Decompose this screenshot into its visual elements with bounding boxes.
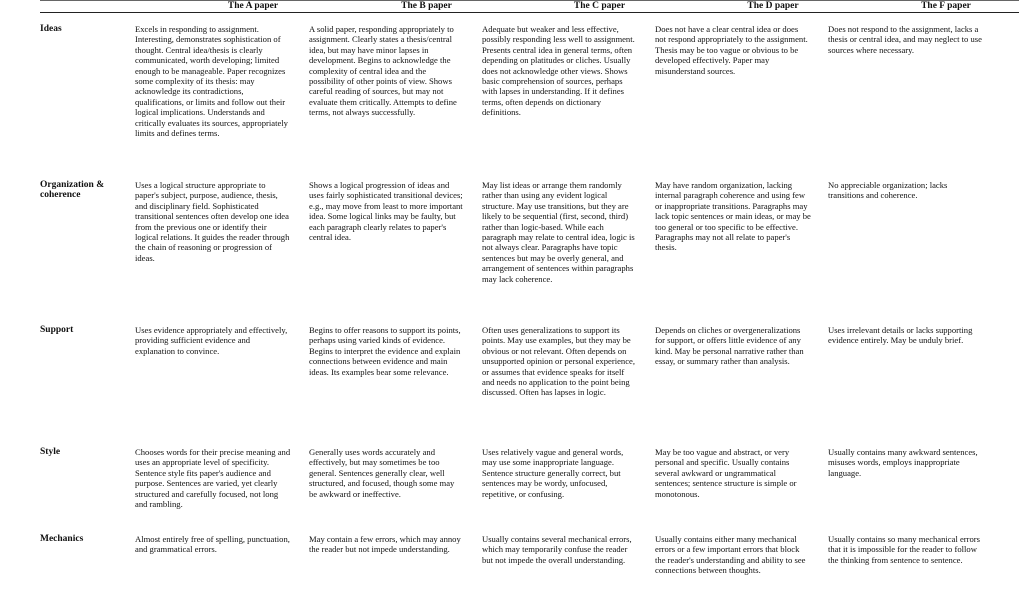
cell-support-d: Depends on cliches or overgeneralizations for support, or offers little evidence of any kind. May be personal narrative rather than essay, or summary rather than analysis. — [655, 325, 804, 367]
header-f-paper: The F paper — [921, 1, 971, 11]
cell-support-a: Uses evidence appropriately and effectively, providing sufficient evidence and explanation to convince. — [135, 325, 288, 356]
cell-style-d: May be too vague and abstract, or very personal and specific. Usually contains several awkward or ungrammatical sentences; sentence structure is simple or monotonous. — [655, 447, 797, 499]
criterion-style: Style — [40, 447, 61, 457]
cell-organization-a: Uses a logical structure appropriate to paper's subject, purpose, audience, thesis, and disciplinary field. Sophisticated transitional sentences often develop one idea from the previous one or identify their logical relations. It guides the reader through the chain of reasoning or progression of ideas. — [135, 180, 290, 263]
cell-ideas-c: Adequate but weaker and less effective, possibly responding less well to assignment. Presents central idea in general terms, often depending on platitudes or cliches. Usually does not acknowledge other views. Shows basic comprehension of sources, perhaps with lapses in understanding. If it defines terms, often depends on dictionary definitions. — [482, 24, 635, 118]
cell-organization-f: No appreciable organization; lacks transitions and coherence. — [828, 180, 948, 201]
cell-style-f: Usually contains many awkward sentences, misuses words, employs inappropriate language. — [828, 447, 978, 478]
cell-organization-c: May list ideas or arrange them randomly rather than using any evident logical structure. May use transitions, but they are likely to be sequential (first, second, third) rather than logic-based. While each paragraph may relate to central idea, logic is not always clear. Paragraphs have topic sentences but may be overly general, and arrangement of sentences within paragraphs may lack coherence. — [482, 180, 635, 284]
cell-ideas-f: Does not respond to the assignment, lacks a thesis or central idea, and may neglect to use sources where necessary. — [828, 24, 982, 55]
header-c-paper: The C paper — [573, 1, 626, 11]
cell-mechanics-c: Usually contains several mechanical errors, which may temporarily confuse the reader but not impede the overall understanding. — [482, 534, 632, 565]
cell-mechanics-b: May contain a few errors, which may annoy the reader but not impede understanding. — [309, 534, 461, 555]
cell-style-c: Uses relatively vague and general words, may use some inappropriate language. Sentence structure generally correct, but sentences may be wordy, unfocused, repetitive, or confusing. — [482, 447, 624, 499]
header-row — [40, 2, 1019, 13]
cell-mechanics-a: Almost entirely free of spelling, punctuation, and grammatical errors. — [135, 534, 290, 555]
header-d-paper: The D paper — [747, 1, 799, 11]
cell-ideas-d: Does not have a clear central idea or does not respond appropriately to the assignment. Thesis may be too vague or obvious to be developed effectively. Paper may misunderstand sources. — [655, 24, 808, 76]
cell-support-b: Begins to offer reasons to support its points, perhaps using varied kinds of evidence. Begins to interpret the evidence and explain connections between evidence and main ideas. Its examples bear some relevance. — [309, 325, 461, 377]
cell-organization-d: May have random organization, lacking internal paragraph coherence and using few or inappropriate transitions. Paragraphs may lack topic sentences or main ideas, or may be too general or too specific to be effective. Paragraphs may not all relate to paper's thesis. — [655, 180, 811, 253]
cell-ideas-b: A solid paper, responding appropriately to assignment. Clearly states a thesis/central idea, but may have minor lapses in development. Begins to acknowledge the complexity of central idea and the possibility of other points of view. Shows careful reading of sources, but may not evaluate them critically. Attempts to define terms, not always successfully. — [309, 24, 457, 118]
cell-style-b: Generally uses words accurately and effectively, but may sometimes be too general. Sentences generally clear, well structured, and focused, though some may be awkward or ineffective. — [309, 447, 455, 499]
cell-support-c: Often uses generalizations to support its points. May use examples, but they may be obvious or not relevant. Often depends on unsupported opinion or personal experience, or assumes that evidence speaks for itself and needs no application to the point being discussed. Often has lapses in logic. — [482, 325, 635, 398]
criterion-support: Support — [40, 325, 74, 335]
cell-mechanics-d: Usually contains either many mechanical errors or a few important errors that block the reader's understanding and ability to see connections between thoughts. — [655, 534, 806, 576]
cell-mechanics-f: Usually contains so many mechanical errors that it is impossible for the reader to follow the thinking from sentence to sentence. — [828, 534, 981, 565]
criterion-ideas: Ideas — [40, 24, 62, 34]
criterion-mechanics: Mechanics — [40, 534, 84, 544]
cell-ideas-a: Excels in responding to assignment. Interesting, demonstrates sophistication of thought. Central idea/thesis is clearly communicated, worth developing; limited enough to be manageable. Paper recognizes some complexity of its thesis: may acknowledge its contradictions, qualifications, or limits and follow out their logical implications. Understands and critically evaluates its sources, appropriately limits and defines terms. — [135, 24, 288, 139]
cell-organization-b: Shows a logical progression of ideas and uses fairly sophisticated transitional devices; e.g., may move from least to more important idea. Some logical links may be faulty, but each paragraph clearly relates to paper's central idea. — [309, 180, 463, 243]
cell-support-f: Uses irrelevant details or lacks supporting evidence entirely. May be unduly brief. — [828, 325, 973, 346]
criterion-organization-coherence: Organization & coherence — [40, 180, 105, 201]
cell-style-a: Chooses words for their precise meaning and uses an appropriate level of specificity. Sentence style fits paper's audience and purpose. Sentences are varied, yet clearly structured and carefully focused, not long and rambling. — [135, 447, 291, 510]
header-a-paper: The A paper — [227, 1, 279, 11]
header-b-paper: The B paper — [401, 1, 452, 11]
